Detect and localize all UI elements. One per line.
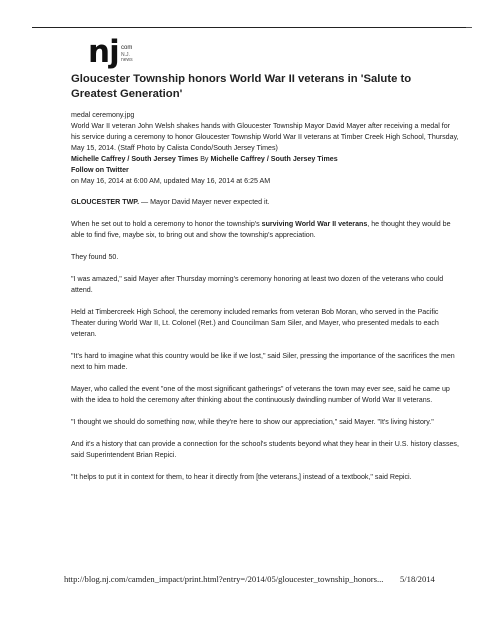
photo-filename: medal ceremony.jpg [71, 111, 135, 119]
nj-com-logo [88, 34, 148, 70]
p1-before: When he set out to hold a ceremony to honor the township's [71, 220, 262, 228]
logo-tagline-1: N.J. [121, 52, 130, 58]
lede-text: — Mayor David Mayer never expected it. [139, 198, 270, 206]
footer-date: 5/18/2014 [400, 574, 435, 584]
article-paragraph-3: "I was amazed," said Mayer after Thursday morning's ceremony honoring at least two dozen of the veterans who could attend. [71, 275, 444, 294]
byline-author-repeat[interactable]: Michelle Caffrey / South Jersey Times [210, 155, 338, 163]
article-body [71, 110, 461, 483]
veterans-link[interactable]: surviving World War II veterans [261, 220, 368, 228]
article-lede [71, 197, 461, 208]
byline-by: By [200, 155, 209, 163]
article-paragraph-8: And it's a history that can provide a connection for the school's students beyond what they hear in their U.S. history classes, said Superintendent Brian Repici. [71, 440, 459, 459]
dateline: on May 16, 2014 at 6:00 AM, updated May 16, 2014 at 6:25 AM [71, 177, 271, 185]
article-paragraph-1 [71, 219, 461, 241]
article-paragraph-6: Mayer, who called the event "one of the most significant gatherings" of veterans the town may ever see, said he came up with the idea to hold the ceremony after thinking about the continuously dwindling number of World War II veterans. [71, 385, 450, 404]
byline [71, 154, 461, 165]
logo-brand: nj [88, 34, 119, 70]
logo-tagline-2: news [121, 57, 133, 63]
article-paragraph-9: "It helps to put it in context for them, to hear it directly from [the veterans,] instead of a textbook," said Repici. [71, 473, 412, 481]
top-rule [32, 27, 466, 28]
article-paragraph-5: "It's hard to imagine what this country would be like if we lost," said Siler, pressing the importance of the sacrifices the men next to him made. [71, 352, 455, 371]
top-rule-end [466, 27, 472, 28]
article-paragraph-7: "I thought we should do something now, while they're here to show our appreciation," said Mayer. "It's living history." [71, 418, 434, 426]
article-headline: Gloucester Township honors World War II veterans in 'Salute to Greatest Generation' [71, 73, 412, 100]
p1-after: , he thought they would be able to find five, maybe six, to bring out and show the township's appreciation. [71, 220, 451, 239]
logo-tagline [121, 53, 133, 63]
lede-place: GLOUCESTER TWP. [71, 198, 140, 206]
follow-twitter-link[interactable]: Follow on Twitter [71, 166, 129, 174]
logo-suffix: com [121, 45, 133, 51]
photo-caption: World War II veteran John Welsh shakes hands with Gloucester Township Mayor David Mayer after receiving a medal for his service during a ceremony to honor Gloucester Township World War II veterans at Timber Creek High School, Thursday, May 15, 2014. (Staff Photo by Calista Condo/South Jersey Times) [71, 122, 459, 152]
article-paragraph-2: They found 50. [71, 253, 119, 261]
article-paragraph-4: Held at Timbercreek High School, the ceremony included remarks from veteran Bob Moran, who served in the Pacific Theater during World War II, Lt. Colonel (Ret.) and Councilman Sam Siler, and Mayer, who presented medals to each veteran. [71, 308, 439, 338]
footer-url: http://blog.nj.com/camden_impact/print.html?entry=/2014/05/gloucester_township_honors... [64, 574, 384, 584]
byline-author[interactable]: Michelle Caffrey / South Jersey Times [71, 155, 199, 163]
